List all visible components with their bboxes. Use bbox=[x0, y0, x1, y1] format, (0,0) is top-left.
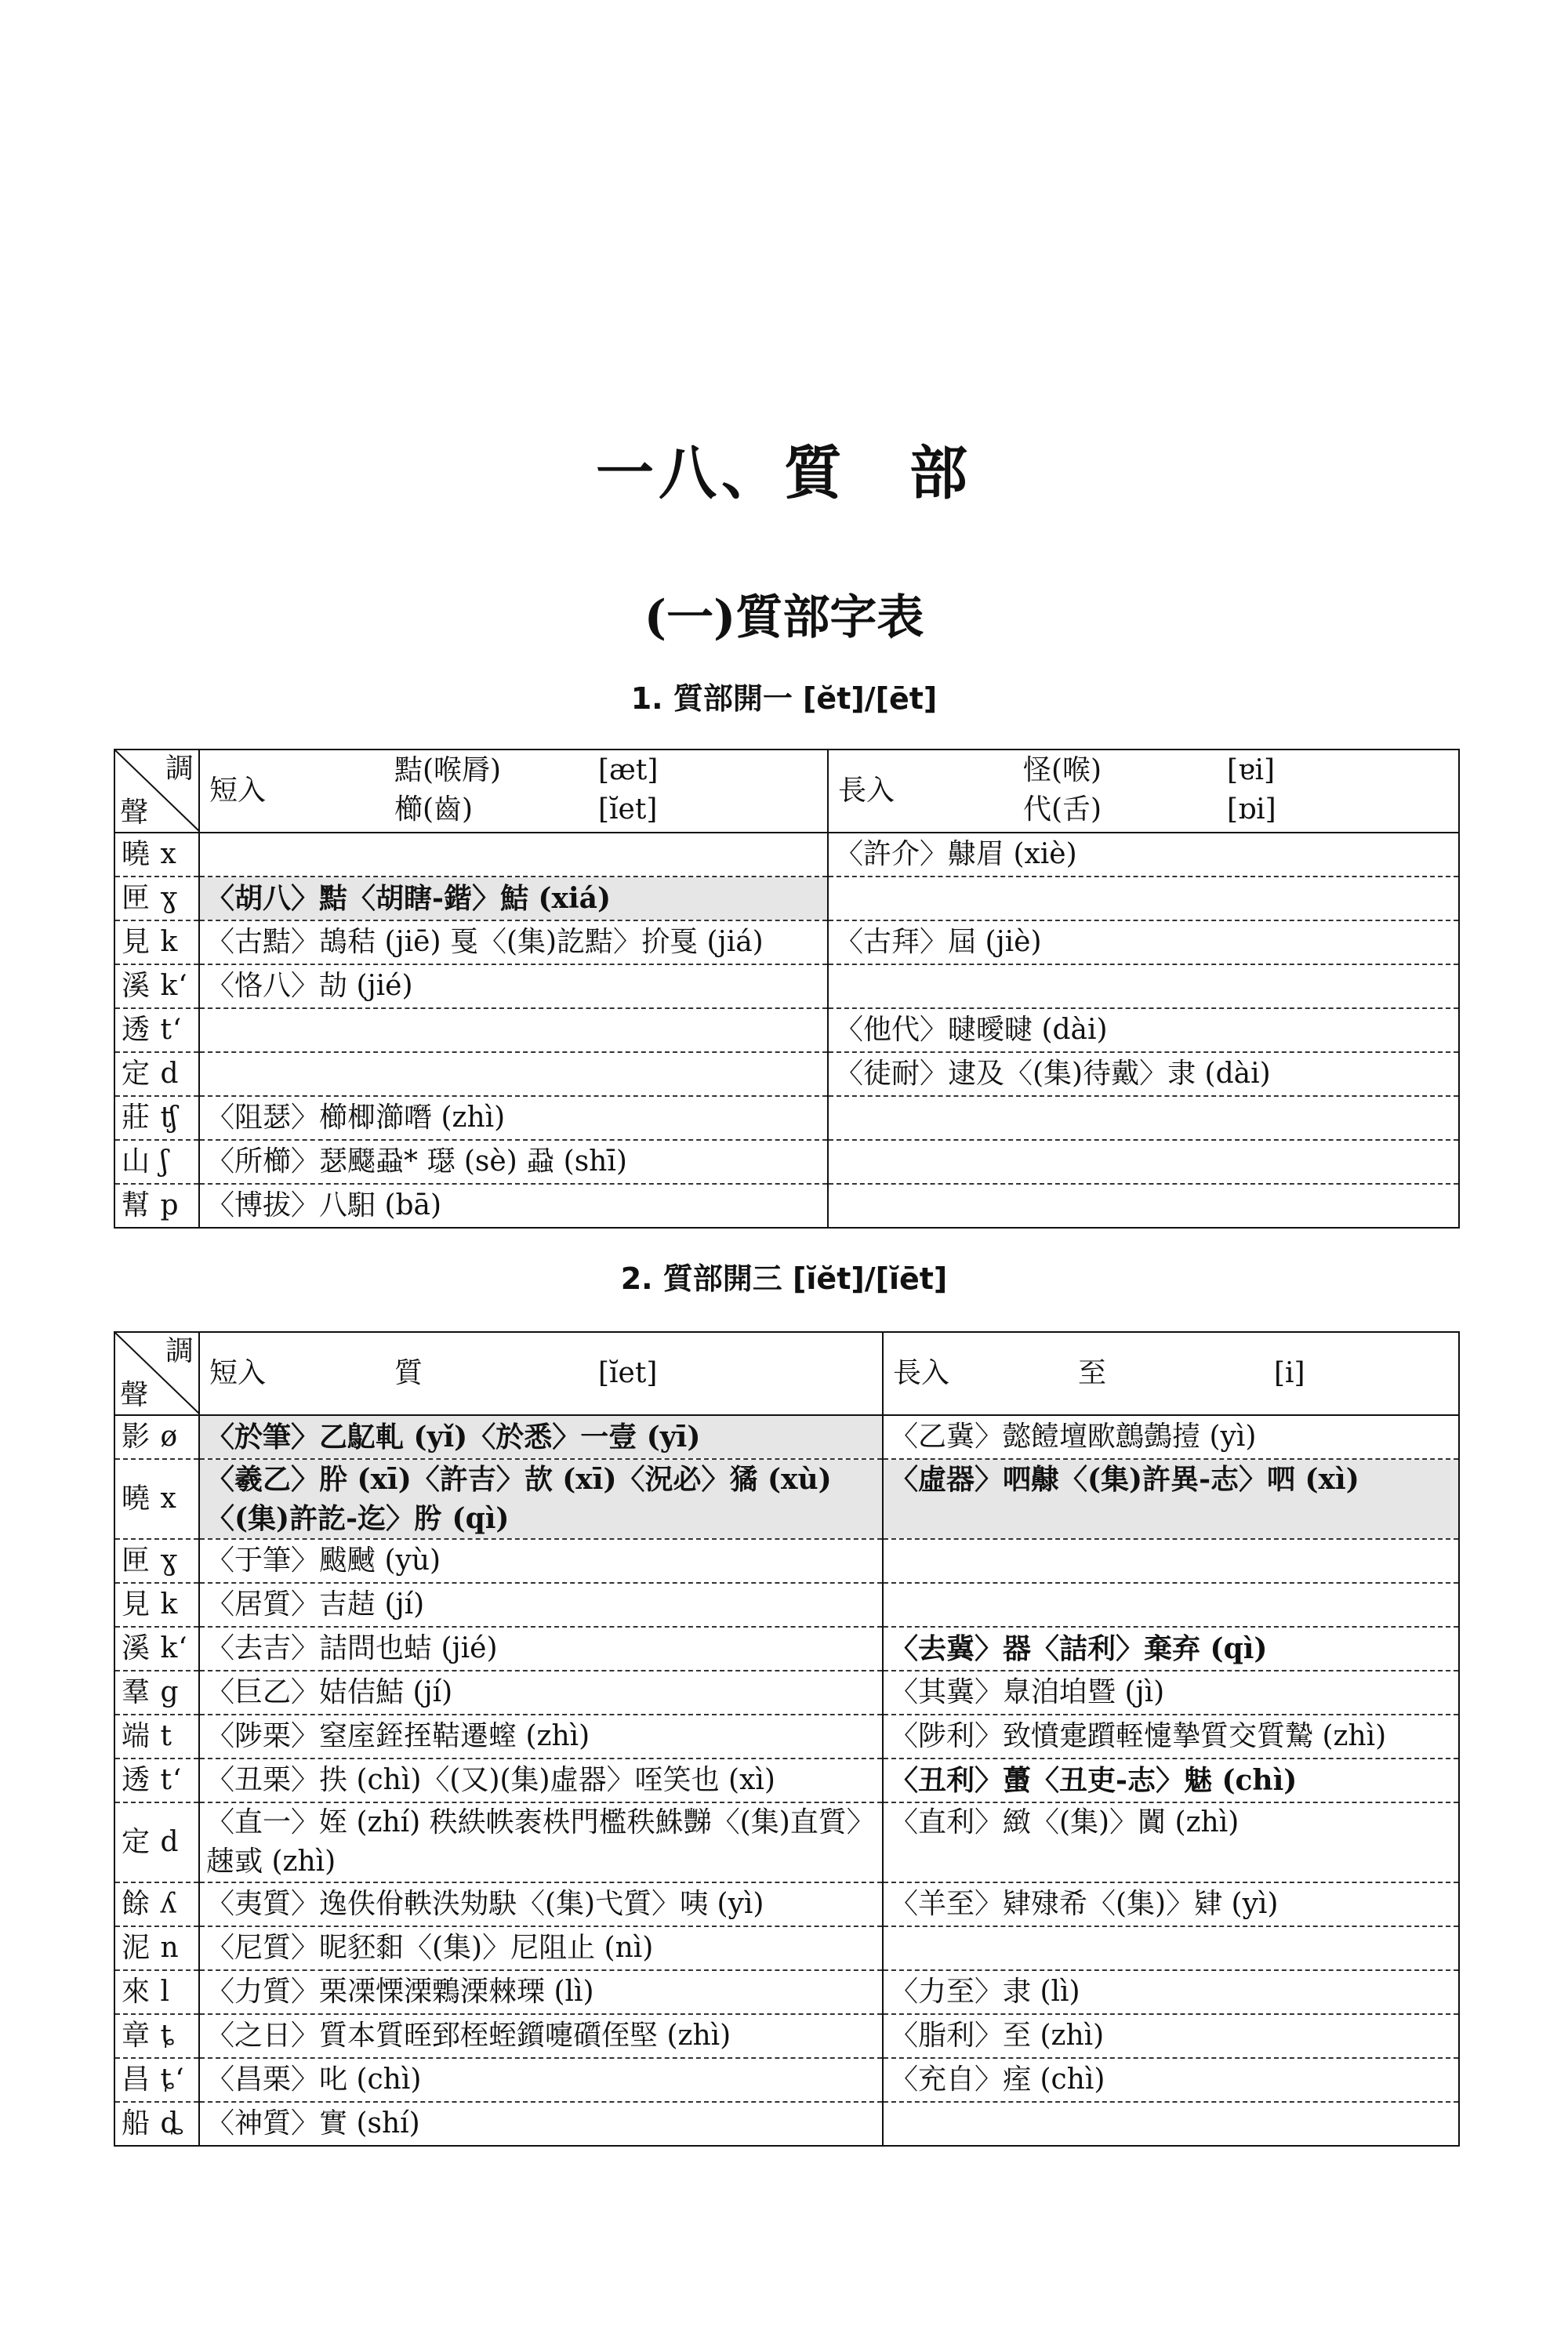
initial-cell: 溪 k‘ bbox=[114, 964, 199, 1008]
short-cell: 〈于筆〉颰䬎 (yù) bbox=[199, 1539, 883, 1583]
table-row bbox=[114, 1415, 1459, 1459]
short-cell: 〈羲乙〉肸 (xī)〈許吉〉欯 (xī)〈況必〉獝 (xù)〈(集)許訖-迄〉肹 (qì) bbox=[199, 1459, 883, 1539]
initial-cell: 泥 n bbox=[114, 1926, 199, 1970]
long-rhyme-ipa: [i] bbox=[1274, 1357, 1305, 1389]
short-cell: 〈丑栗〉抶 (chì)〈(又)(集)虛器〉咥笑也 (xì) bbox=[199, 1759, 883, 1802]
initial-cell: 幫 p bbox=[114, 1184, 199, 1228]
table-row bbox=[114, 2058, 1459, 2102]
table-row bbox=[114, 1096, 1459, 1140]
initial-cell: 餘 ʎ bbox=[114, 1882, 199, 1926]
long-rhyme-2-ipa: [ɒi] bbox=[1227, 793, 1276, 826]
table-row bbox=[114, 1759, 1459, 1802]
long-cell: 〈直利〉緻〈(集)〉闐 (zhì) bbox=[883, 1802, 1459, 1882]
short-cell: 〈神質〉實 (shí) bbox=[199, 2102, 883, 2146]
short-rhyme-1: 黠(喉脣) bbox=[394, 754, 502, 786]
short-cell bbox=[199, 1008, 828, 1052]
long-cell bbox=[883, 1926, 1459, 1970]
long-cell bbox=[883, 2102, 1459, 2146]
short-cell: 〈尼質〉昵豾䵒〈(集)〉尼阻止 (nì) bbox=[199, 1926, 883, 1970]
short-cell: 〈於筆〉乙鳦軋 (yǐ)〈於悉〉一壹 (yī) bbox=[199, 1415, 883, 1459]
section-title: (一)質部字表 bbox=[644, 590, 924, 645]
table-row bbox=[114, 1184, 1459, 1228]
page-title: 一八、質 部 bbox=[596, 440, 972, 507]
table-row bbox=[114, 1802, 1459, 1882]
initial-cell: 端 t bbox=[114, 1715, 199, 1759]
long-cell: 〈羊至〉肄殔希〈(集)〉肄 (yì) bbox=[883, 1882, 1459, 1926]
short-cell bbox=[199, 833, 828, 877]
long-cell: 〈許介〉齂眉 (xiè) bbox=[828, 833, 1459, 877]
table-row bbox=[114, 964, 1459, 1008]
table1-short-header bbox=[199, 750, 828, 833]
short-cell: 〈陟栗〉窒庢銍挃鞊遷螲 (zhì) bbox=[199, 1715, 883, 1759]
table-row bbox=[114, 1671, 1459, 1715]
long-cell: 〈脂利〉至 (zhì) bbox=[883, 2014, 1459, 2058]
long-cell: 〈其冀〉臮洎垍暨 (jì) bbox=[883, 1671, 1459, 1715]
table-row bbox=[114, 1970, 1459, 2014]
long-cell: 〈乙冀〉懿饐壇欭鷾鷧撎 (yì) bbox=[883, 1415, 1459, 1459]
initial-cell: 匣 ɣ bbox=[114, 1539, 199, 1583]
short-cell: 〈恪八〉劼 (jié) bbox=[199, 964, 828, 1008]
table2 bbox=[114, 1331, 1460, 2147]
long-cell: 〈虛器〉呬齂〈(集)許異-志〉呬 (xì) bbox=[883, 1459, 1459, 1539]
long-cell bbox=[883, 1583, 1459, 1627]
table1 bbox=[114, 749, 1460, 1229]
table-row bbox=[114, 1052, 1459, 1096]
long-cell bbox=[828, 1140, 1459, 1184]
table1-long-header bbox=[828, 750, 1459, 833]
short-cell: 〈博拔〉八馹 (bā) bbox=[199, 1184, 828, 1228]
table2-title: 2. 質部開三 [ĭĕt]/[ĭēt] bbox=[620, 1261, 948, 1296]
table-row bbox=[114, 1140, 1459, 1184]
short-cell: 〈胡八〉黠〈胡瞎-鍇〉鮚 (xiá) bbox=[199, 877, 828, 920]
long-cell: 〈古拜〉屆 (jiè) bbox=[828, 920, 1459, 964]
tone-label: 調 bbox=[165, 1335, 194, 1367]
long-cell bbox=[828, 877, 1459, 920]
table1-title: 1. 質部開一 [ĕt]/[ēt] bbox=[630, 681, 938, 716]
long-cell bbox=[883, 1539, 1459, 1583]
short-rhyme-2-ipa: [ĭet] bbox=[598, 793, 658, 826]
long-cell bbox=[828, 1184, 1459, 1228]
initial-cell: 來 l bbox=[114, 1970, 199, 2014]
long-rhyme-1: 怪(喉) bbox=[1023, 754, 1102, 786]
tone-label: 調 bbox=[165, 753, 194, 785]
long-cell: 〈丑利〉蠆〈丑吏-志〉魅 (chì) bbox=[883, 1759, 1459, 1802]
table2-short-header bbox=[199, 1332, 883, 1415]
short-cell bbox=[199, 1052, 828, 1096]
short-cell: 〈力質〉栗凓慄溧鷅溧㯤瑮 (lì) bbox=[199, 1970, 883, 2014]
initial-cell: 溪 k‘ bbox=[114, 1627, 199, 1671]
table-row bbox=[114, 1583, 1459, 1627]
short-cell: 〈居質〉吉趌 (jí) bbox=[199, 1583, 883, 1627]
short-cell: 〈夷質〉逸佚佾軼泆劮駃〈(集)弋質〉咦 (yì) bbox=[199, 1882, 883, 1926]
initial-cell: 曉 x bbox=[114, 833, 199, 877]
short-rhyme-2: 櫛(齒) bbox=[394, 793, 474, 826]
initial-cell: 匣 ɣ bbox=[114, 877, 199, 920]
initial-cell: 昌 ȶ‘ bbox=[114, 2058, 199, 2102]
table2-long-header bbox=[883, 1332, 1459, 1415]
short-cell: 〈所櫛〉瑟飋蝨* 璱 (sè) 蝨 (shī) bbox=[199, 1140, 828, 1184]
long-cell bbox=[828, 1096, 1459, 1140]
short-entering-label: 短入 bbox=[209, 775, 267, 807]
table-row bbox=[114, 2014, 1459, 2058]
short-rhyme-1-ipa: [æt] bbox=[598, 754, 659, 786]
long-rhyme-1-ipa: [ɐi] bbox=[1227, 754, 1276, 786]
short-rhyme-ipa: [ĭet] bbox=[598, 1357, 658, 1389]
initial-cell: 船 ȡ bbox=[114, 2102, 199, 2146]
long-entering-label: 長入 bbox=[838, 775, 895, 807]
long-cell bbox=[828, 964, 1459, 1008]
long-rhyme-2: 代(舌) bbox=[1023, 793, 1102, 826]
long-cell: 〈充自〉痓 (chì) bbox=[883, 2058, 1459, 2102]
long-cell: 〈力至〉隶 (lì) bbox=[883, 1970, 1459, 2014]
initial-cell: 透 t‘ bbox=[114, 1759, 199, 1802]
long-cell: 〈去冀〉器〈詰利〉棄弃 (qì) bbox=[883, 1627, 1459, 1671]
table2-corner bbox=[114, 1332, 199, 1415]
long-cell: 〈他代〉曃曖曃 (dài) bbox=[828, 1008, 1459, 1052]
short-cell: 〈巨乙〉姞佶鮚 (jí) bbox=[199, 1671, 883, 1715]
table-row bbox=[114, 877, 1459, 920]
initial-cell: 莊 ʧ bbox=[114, 1096, 199, 1140]
short-cell: 〈阻瑟〉櫛楖瀄噆 (zhì) bbox=[199, 1096, 828, 1140]
short-entering-label: 短入 bbox=[209, 1357, 267, 1389]
table-row bbox=[114, 1926, 1459, 1970]
short-rhyme: 質 bbox=[394, 1357, 423, 1389]
initial-cell: 章 ȶ bbox=[114, 2014, 199, 2058]
initial-label: 聲 bbox=[120, 797, 149, 829]
initial-cell: 定 d bbox=[114, 1802, 199, 1882]
initial-label: 聲 bbox=[120, 1379, 149, 1411]
short-cell: 〈去吉〉詰問也蛣 (jié) bbox=[199, 1627, 883, 1671]
initial-cell: 影 ø bbox=[114, 1415, 199, 1459]
initial-cell: 山 ʃ bbox=[114, 1140, 199, 1184]
initial-cell: 見 k bbox=[114, 920, 199, 964]
table-row bbox=[114, 1459, 1459, 1539]
short-cell: 〈昌栗〉叱 (chì) bbox=[199, 2058, 883, 2102]
table-row bbox=[114, 1627, 1459, 1671]
table-row bbox=[114, 1715, 1459, 1759]
short-cell: 〈直一〉姪 (zhí) 秩紩帙袠柣門檻秩鮢豒〈(集)直質〉趚戜 (zhì) bbox=[199, 1802, 883, 1882]
table-row bbox=[114, 1882, 1459, 1926]
long-rhyme: 至 bbox=[1078, 1357, 1107, 1389]
initial-cell: 曉 x bbox=[114, 1459, 199, 1539]
table-row bbox=[114, 1539, 1459, 1583]
initial-cell: 透 t‘ bbox=[114, 1008, 199, 1052]
long-cell: 〈徒耐〉逮及〈(集)待戴〉隶 (dài) bbox=[828, 1052, 1459, 1096]
short-cell: 〈之日〉質本質晊郅桎蛭鑕嚏礩侄堅 (zhì) bbox=[199, 2014, 883, 2058]
table-row bbox=[114, 833, 1459, 877]
long-entering-label: 長入 bbox=[893, 1357, 950, 1389]
initial-cell: 羣 g bbox=[114, 1671, 199, 1715]
table-row bbox=[114, 920, 1459, 964]
table-row bbox=[114, 2102, 1459, 2146]
initial-cell: 見 k bbox=[114, 1583, 199, 1627]
table1-corner bbox=[114, 750, 199, 833]
initial-cell: 定 d bbox=[114, 1052, 199, 1096]
long-cell: 〈陟利〉致憤疐躓輊懥摯質交質騺 (zhì) bbox=[883, 1715, 1459, 1759]
short-cell: 〈古黠〉鴶秸 (jiē) 戛〈(集)訖黠〉扴戛 (jiá) bbox=[199, 920, 828, 964]
table-row bbox=[114, 1008, 1459, 1052]
